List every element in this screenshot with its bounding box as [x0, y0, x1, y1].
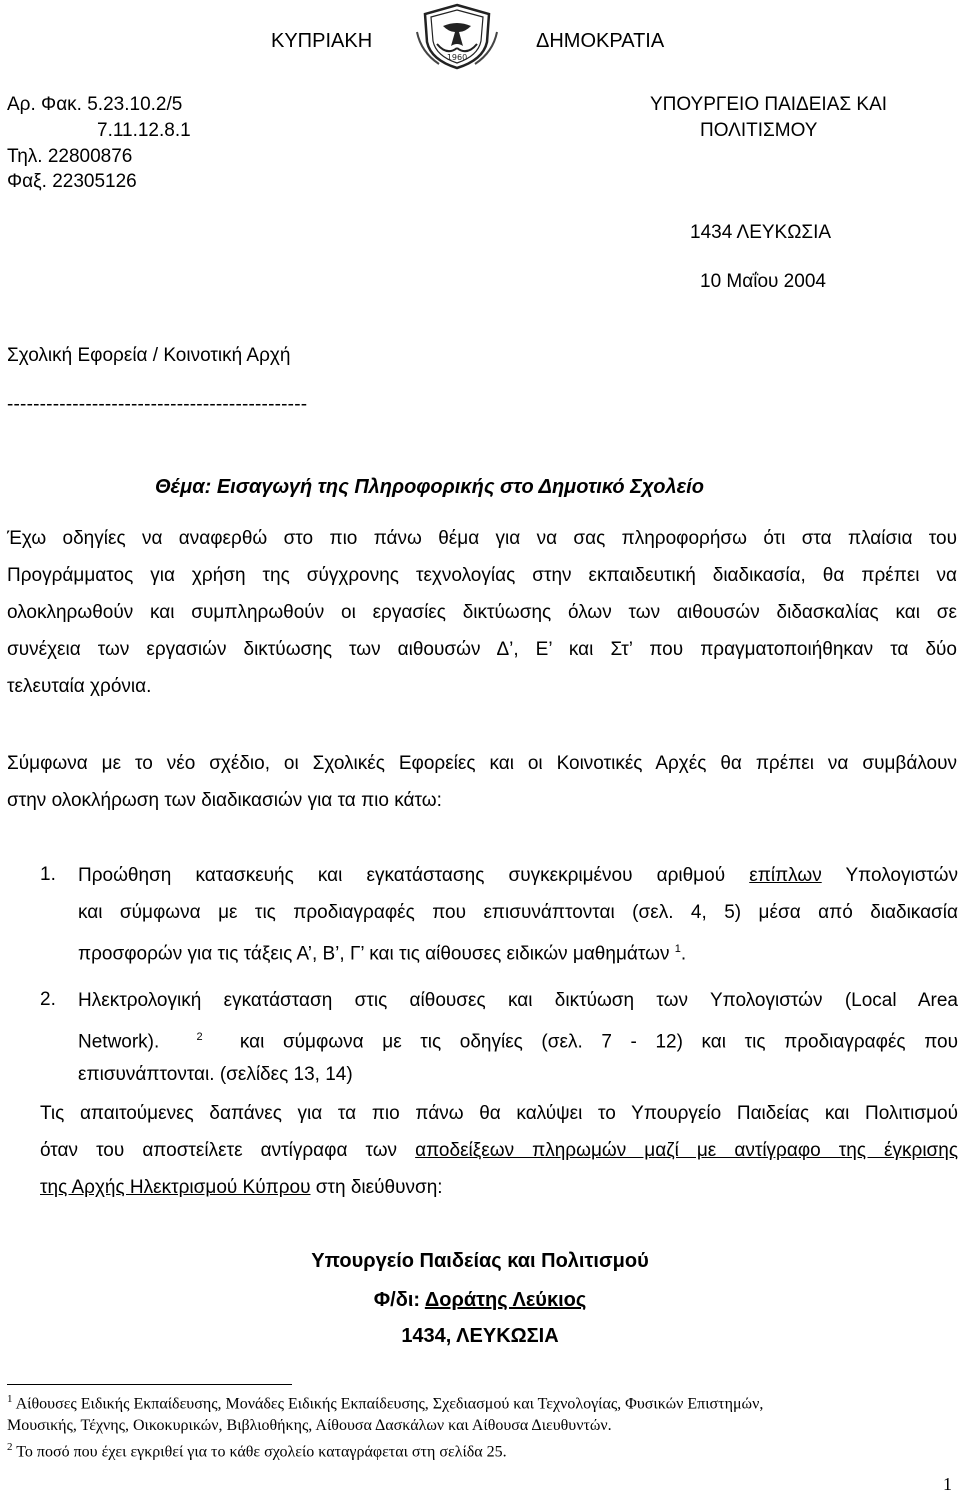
list-item-line: Network). $^2$ και σύμφωνα με τις οδηγίες (σελ. 7 - 12) και τις προδιαγραφές που — [78, 1031, 958, 1053]
footnote-1: $^1$ Αίθουσες Ειδικής Εκπαίδευσης, Μονάδες Ειδικής Εκπαίδευσης, Σχεδιασμού και Τεχνολογίας, Φυσικών Επιστημών, — [7, 1393, 764, 1413]
fax-number: Φαξ. 22305126 — [7, 171, 137, 192]
list-item-1 — [78, 857, 958, 968]
address-line-2: Φ/δι: Δοράτης Λεύκιος — [373, 1289, 587, 1311]
svg-text:1960: 1960 — [446, 53, 468, 62]
phone-number: Τηλ. 22800876 — [7, 146, 133, 167]
paragraph-3 — [40, 1095, 958, 1206]
paragraph-line: Προγράμματος για χρήση της σύγχρονης τεχνολογίας στην εκπαιδευτική διαδικασία, θα πρέπει να — [7, 565, 957, 586]
list-item-line: και σύμφωνα με τις προδιαγραφές που επισυνάπτονται (σελ. 4, 5) μέσα από διαδικασία — [78, 902, 958, 923]
list-item-number: 1. — [40, 864, 56, 885]
paragraph-line: συνέχεια των εργασιών δικτύωσης των αιθουσών Δ’, Ε’ και Στ’ που πραγματοποιήθηκαν τα δύο — [7, 639, 957, 660]
cyprus-coat-of-arms-icon — [413, 2, 501, 70]
file-number-2: 7.11.12.8.1 — [97, 120, 191, 141]
footnote-mark: 2 — [7, 1441, 13, 1453]
paragraph-line: της Αρχής Ηλεκτρισμού Κύπρου στη διεύθυνση: — [40, 1177, 443, 1198]
list-item-line: επισυνάπτονται. (σελίδες 13, 14) — [78, 1064, 353, 1085]
underlined-text: της Αρχής Ηλεκτρισμού Κύπρου — [40, 1177, 311, 1198]
footnote-1-cont: Μουσικής, Τέχνης, Οικοκυρικών, Βιβλιοθήκης, Αίθουσα Δασκάλων και Αίθουσα Διευθυντών. — [7, 1417, 612, 1434]
list-item-line: προσφορών για τις τάξεις Α’, Β’, Γ’ και τις αίθουσες ειδικών μαθημάτων $^1$. — [78, 943, 687, 965]
address-line-1: Υπουργείο Παιδείας και Πολιτισμού — [311, 1250, 649, 1272]
paragraph-line: τελευταία χρόνια. — [7, 676, 152, 697]
page-number: 1 — [943, 1474, 952, 1494]
list-item-2 — [78, 982, 958, 1093]
footnote-ref: 2 — [196, 1031, 203, 1043]
paragraph-line: όταν του αποστείλετε αντίγραφα των αποδείξεων πληρωμών μαζί με αντίγραφο της έγκρισης — [40, 1140, 958, 1161]
paragraph-1 — [7, 520, 957, 705]
recipient: Σχολική Εφορεία / Κοινοτική Αρχή — [7, 345, 291, 366]
ministry-name: ΥΠΟΥΡΓΕΙΟ ΠΑΙΔΕΙΑΣ ΚΑΙ — [650, 94, 888, 115]
paragraph-line: Σύμφωνα με το νέο σχέδιο, οι Σχολικές Εφορείες και οι Κοινοτικές Αρχές θα πρέπει να συμβάλουν — [7, 753, 957, 774]
underlined-text: αποδείξεων πληρωμών μαζί με αντίγραφο της έγκρισης — [415, 1140, 958, 1161]
ministry-name-2: ΠΟΛΙΤΙΣΜΟΥ — [700, 120, 818, 141]
subject-label: Θέμα: — [155, 476, 212, 498]
paragraph-line: Έχω οδηγίες να αναφερθώ στο πιο πάνω θέμα για να σας πληροφορήσω ότι στα πλαίσια του — [7, 528, 957, 549]
subject-line — [155, 476, 704, 499]
footnote-separator — [7, 1384, 292, 1385]
subject-text: Εισαγωγή της Πληροφορικής στο Δημοτικό Σχολείο — [216, 476, 704, 498]
header-left: ΚΥΠΡΙΑΚΗ — [271, 30, 373, 52]
letter-date: 10 Μαΐου 2004 — [700, 271, 826, 292]
file-number: Αρ. Φακ. 5.23.10.2/5 — [7, 94, 183, 115]
footnote-2: $^2$ Το ποσό που έχει εγκριθεί για το κάθε σχολείο καταγράφεται στη σελίδα 25. — [7, 1441, 507, 1461]
list-item-line: Προώθηση κατασκευής και εγκατάστασης συγκεκριμένου αριθμού επίπλων Υπολογιστών — [78, 865, 959, 886]
underlined-text: επίπλων — [749, 865, 822, 886]
footnote-ref: 1 — [674, 943, 681, 955]
paragraph-line: ολοκληρωθούν και συμπληρωθούν οι εργασίες δικτύωσης όλων των αιθουσών διδασκαλίας και σε — [7, 602, 957, 623]
paragraph-line: Τις απαιτούμενες δαπάνες για τα πιο πάνω θα καλύψει το Υπουργείο Παιδείας και Πολιτισμού — [40, 1103, 958, 1124]
recipient-rule: ---------------------------------------------- — [7, 394, 308, 415]
list-item-number: 2. — [40, 989, 56, 1010]
list-item-line: Ηλεκτρολογική εγκατάσταση στις αίθουσες και δικτύωση των Υπολογιστών (Local Area — [78, 990, 958, 1011]
header-right: ΔΗΜΟΚΡΑΤΙΑ — [536, 30, 665, 52]
paragraph-line: στην ολοκλήρωση των διαδικασιών για τα πιο κάτω: — [7, 790, 442, 811]
footnote-mark: 1 — [7, 1393, 13, 1405]
ministry-city: 1434 ΛΕΥΚΩΣΙΑ — [690, 222, 832, 243]
paragraph-2 — [7, 745, 957, 819]
address-line-3: 1434, ΛΕΥΚΩΣΙΑ — [401, 1325, 559, 1347]
underlined-text: Δοράτης Λεύκιος — [424, 1289, 587, 1311]
